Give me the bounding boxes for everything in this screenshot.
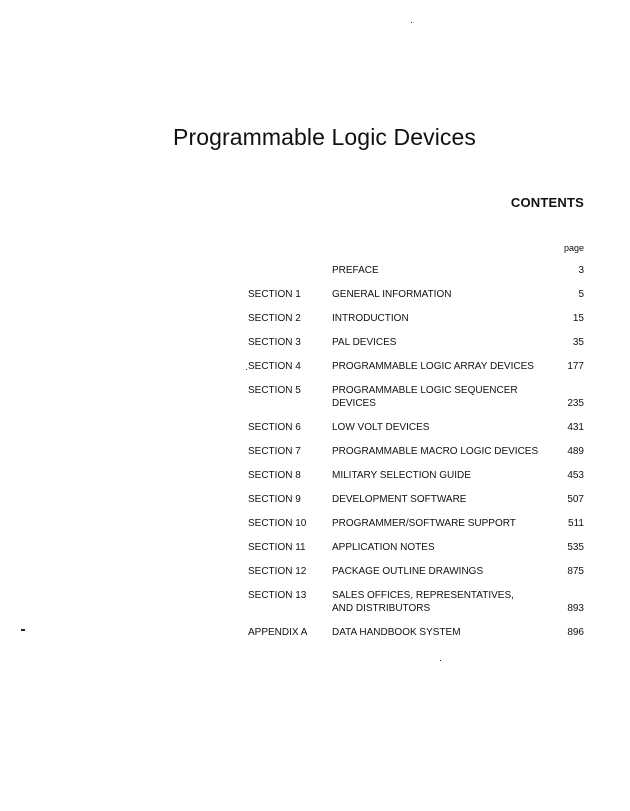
toc-title-line: PROGRAMMABLE LOGIC SEQUENCER [332,385,518,396]
toc-section-label: SECTION 2 [248,313,301,324]
toc-page-number: 489 [567,446,584,457]
toc-title-line: LOW VOLT DEVICES [332,422,430,433]
toc-entry [248,626,584,639]
toc-title-line: INTRODUCTION [332,313,409,324]
toc-section-label: SECTION 12 [248,566,307,577]
toc-page-number: 15 [572,313,584,324]
page-column-header: page [563,243,584,253]
toc-section-label: SECTION 4 [248,361,301,372]
toc-section-label: SECTION 10 [248,518,307,529]
toc-section-label: SECTION 9 [248,494,301,505]
toc-page-number: 535 [567,542,584,553]
toc-page-number: 431 [567,422,584,433]
toc-title-line: DEVELOPMENT SOFTWARE [332,494,467,505]
toc-title [332,336,560,349]
toc-title [332,384,560,410]
toc-section-label: SECTION 8 [248,470,301,481]
toc-page-number: 3 [578,265,584,276]
toc-title-line: GENERAL INFORMATION [332,289,452,300]
toc-title [332,469,560,482]
toc-section-label: SECTION 3 [248,337,301,348]
scan-speck [246,369,247,370]
toc-title [332,541,560,554]
toc-entry [248,336,584,349]
toc-title [332,626,560,639]
scan-speck [411,22,412,23]
toc-entry [248,445,584,458]
toc-section-label: SECTION 5 [248,385,301,396]
toc-section-label: SECTION 13 [248,590,307,601]
toc-section-label: SECTION 6 [248,422,301,433]
toc-page-number: 235 [567,398,584,409]
toc-title [332,421,560,434]
toc-title-line: DATA HANDBOOK SYSTEM [332,627,461,638]
toc-title-line: PROGRAMMER/SOFTWARE SUPPORT [332,518,516,529]
toc-section-label: APPENDIX A [248,627,308,638]
toc-title [332,312,560,325]
toc-title-line: PROGRAMMABLE LOGIC ARRAY DEVICES [332,361,534,372]
toc-title [332,360,560,373]
toc-title-line: MILITARY SELECTION GUIDE [332,470,471,481]
toc-title-line: SALES OFFICES, REPRESENTATIVES, [332,590,514,601]
scan-speck [21,629,25,631]
toc-section-label: SECTION 1 [248,289,301,300]
contents-heading: CONTENTS [510,195,584,210]
toc-entry [248,312,584,325]
toc-page-number: 893 [567,603,584,614]
toc-page-number: 896 [567,627,584,638]
table-of-contents [248,264,584,639]
toc-title [332,445,560,458]
toc-entry [248,469,584,482]
toc-entry [248,288,584,301]
page-title: Programmable Logic Devices [173,124,477,151]
toc-title [332,517,560,530]
toc-entry [248,264,584,277]
toc-title [332,288,560,301]
toc-title-line: DEVICES [332,398,376,409]
toc-title-line: PAL DEVICES [332,337,397,348]
toc-entry [248,589,584,615]
toc-entry [248,517,584,530]
toc-page-number: 453 [567,470,584,481]
toc-title [332,589,560,615]
toc-entry [248,565,584,578]
toc-page-number: 511 [568,518,584,529]
toc-entry [248,360,584,373]
toc-entry [248,541,584,554]
toc-entry [248,384,584,410]
toc-title [332,493,560,506]
toc-title-line: AND DISTRIBUTORS [332,603,431,614]
toc-title-line: APPLICATION NOTES [332,542,435,553]
toc-title [332,565,560,578]
toc-title [332,264,560,277]
toc-title-line: PROGRAMMABLE MACRO LOGIC DEVICES [332,446,539,457]
toc-page-number: 5 [578,289,584,300]
toc-title-line: PACKAGE OUTLINE DRAWINGS [332,566,484,577]
toc-entry [248,493,584,506]
toc-title-line: PREFACE [332,265,379,276]
toc-entry [248,421,584,434]
scan-speck [440,660,441,661]
toc-page-number: 507 [567,494,584,505]
toc-page-number: 177 [567,361,584,372]
toc-page-number: 875 [567,566,584,577]
toc-section-label: SECTION 7 [248,446,301,457]
toc-page-number: 35 [572,337,584,348]
toc-section-label: SECTION 11 [248,542,306,553]
